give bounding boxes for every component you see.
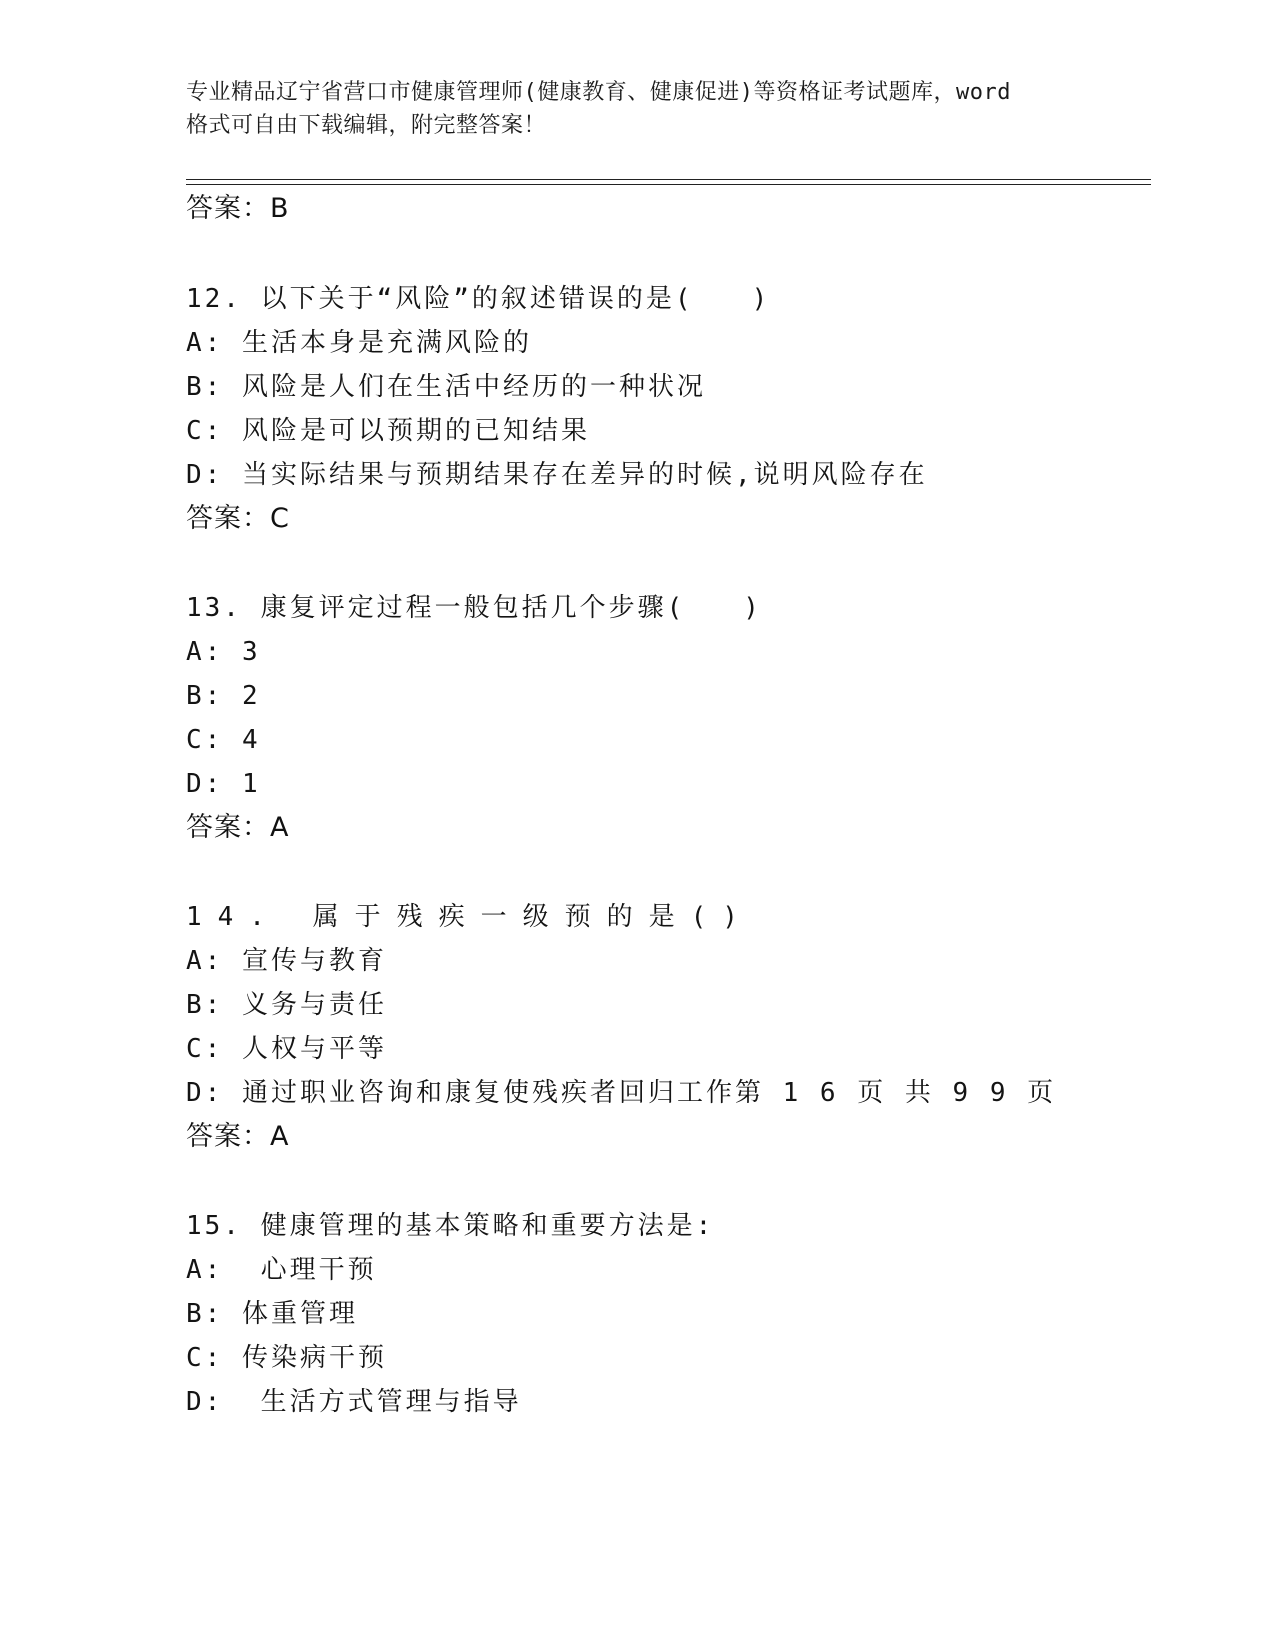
question-14-option-a: A: 宣传与教育 <box>186 946 387 976</box>
question-12-option-d: D: 当实际结果与预期结果存在差异的时候,说明风险存在 <box>186 460 928 490</box>
question-15-option-a: A: 心理干预 <box>186 1255 377 1285</box>
document-header <box>186 76 1086 142</box>
question-15-option-d: D: 生活方式管理与指导 <box>186 1387 522 1417</box>
question-14-option-c: C: 人权与平等 <box>186 1034 387 1064</box>
header-rule-bottom <box>186 184 1151 185</box>
question-13-stem: 13. 康复评定过程一般包括几个步骤( ) <box>186 593 762 623</box>
answer-q14: 答案：A <box>186 1121 290 1152</box>
question-15-option-b: B: 体重管理 <box>186 1299 358 1329</box>
question-13-option-a: A: 3 <box>186 637 261 667</box>
header-line-2: 格式可自由下载编辑，附完整答案！ <box>186 113 547 138</box>
question-12-option-b: B: 风险是人们在生活中经历的一种状况 <box>186 372 706 402</box>
question-12-option-c: C: 风险是可以预期的已知结果 <box>186 416 590 446</box>
question-14-stem: 14. 属于残疾一级预的是() <box>186 902 754 932</box>
header-line-1: 专业精品辽宁省营口市健康管理师(健康教育、健康促进)等资格证考试题库，word <box>186 80 1011 105</box>
question-14-option-b: B: 义务与责任 <box>186 990 387 1020</box>
answer-q13: 答案：A <box>186 812 290 843</box>
answer-q11: 答案：B <box>186 193 290 224</box>
question-13-option-b: B: 2 <box>186 681 261 711</box>
question-13-option-d: D: 1 <box>186 769 261 799</box>
question-13-option-c: C: 4 <box>186 725 261 755</box>
question-12-stem: 12. 以下关于“风险”的叙述错误的是( ) <box>186 284 771 314</box>
question-14-option-d: D: 通过职业咨询和康复使残疾者回归工作第 1 6 页 共 9 9 页 <box>186 1078 1057 1108</box>
question-12-option-a: A: 生活本身是充满风险的 <box>186 328 532 358</box>
header-rule-top <box>186 179 1151 180</box>
question-15-stem: 15. 健康管理的基本策略和重要方法是: <box>186 1211 715 1241</box>
answer-q12: 答案：C <box>186 503 290 534</box>
question-15-option-c: C: 传染病干预 <box>186 1343 387 1373</box>
